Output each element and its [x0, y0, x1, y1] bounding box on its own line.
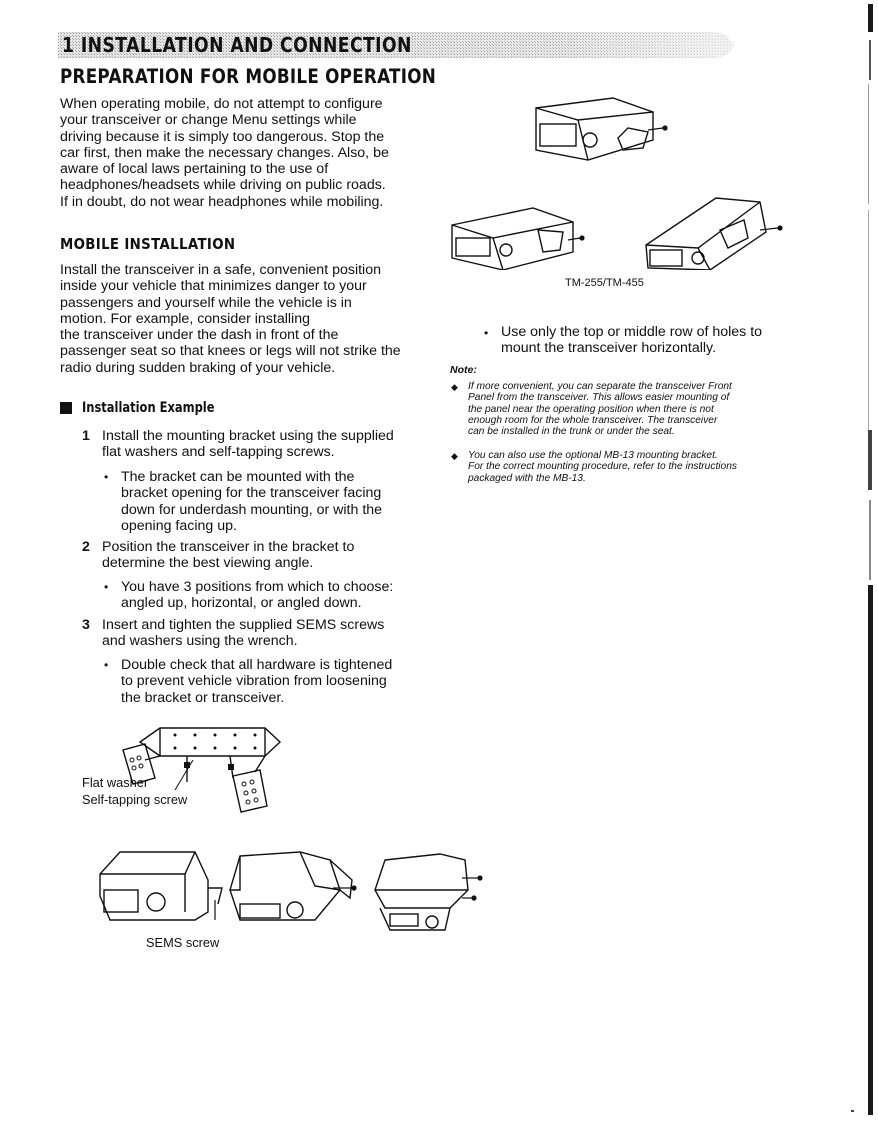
step-text	[102, 428, 422, 461]
step-sub-line: the bracket or transceiver.	[121, 689, 285, 706]
note-text	[468, 381, 798, 437]
step-text	[102, 617, 422, 650]
right-bullet-line: mount the transceiver horizontally.	[501, 340, 717, 357]
step-line: flat washers and self-tapping screws.	[102, 444, 335, 461]
page-edge-marks	[848, 0, 878, 1122]
self-tapping-screw-label: Self-tapping screw	[82, 792, 188, 807]
right-bullet-text	[501, 324, 801, 357]
mobile-line: the transceiver under the dash in front of the	[60, 327, 339, 344]
step-sub-line: down for underdash mounting, or with the	[121, 501, 383, 518]
step-sub-line: Double check that all hardware is tightened	[121, 657, 393, 673]
flat-washer-label: Flat washer	[82, 775, 149, 790]
intro-line: When operating mobile, do not attempt to configure	[60, 96, 383, 112]
bullet-dot-icon: •	[104, 470, 109, 484]
mobile-line: passenger seat so that knees or legs will not strike the	[60, 343, 401, 360]
step-number: 3	[82, 617, 90, 633]
mounting-positions-illustration	[90, 840, 490, 945]
intro-line: aware of local laws pertaining to the use of	[60, 161, 329, 178]
intro-paragraph	[60, 96, 405, 210]
intro-line: headphones/headsets while driving on public roads.	[60, 177, 386, 194]
note-text	[468, 450, 798, 484]
note-line: You can also use the optional MB-13 mounting bracket.	[468, 450, 718, 461]
step-sub-line: to prevent vehicle vibration from loosening	[121, 673, 387, 690]
step-line: Position the transceiver in the bracket to	[102, 539, 355, 555]
step-number: 2	[82, 539, 90, 555]
step-sub-line: You have 3 positions from which to choose:	[121, 579, 394, 595]
mobile-line: inside your vehicle that minimizes danger to your	[60, 278, 367, 295]
intro-line: your transceiver or change Menu settings while	[60, 112, 357, 129]
note-line: Panel from the transceiver. This allows easier mounting of	[468, 392, 730, 404]
step-line: Insert and tighten the supplied SEMS screws	[102, 617, 385, 633]
note-line: packaged with the MB-13.	[468, 472, 586, 484]
step-text	[102, 539, 422, 572]
mobile-line: Install the transceiver in a safe, convenient position	[60, 262, 381, 278]
step-line: Install the mounting bracket using the supplied	[102, 428, 394, 444]
mounting-bracket-illustration	[115, 720, 290, 825]
mobile-line: motion. For example, consider installing	[60, 310, 310, 327]
square-bullet-icon	[60, 402, 72, 414]
note-line: the panel near the operating position when there is not	[468, 403, 714, 415]
mobile-line: passengers and yourself while the vehicle is in	[60, 294, 352, 311]
transceiver-angles-illustration	[448, 80, 796, 270]
right-bullet-line: Use only the top or middle row of holes to	[501, 324, 763, 340]
step-sub	[121, 579, 441, 612]
step-sub-line: bracket opening for the transceiver facing	[121, 485, 382, 502]
note-line: enough room for the whole transceiver. The transceiver	[468, 414, 718, 426]
step-sub	[121, 657, 421, 706]
note-line: can be installed in the trunk or under the seat.	[468, 426, 675, 438]
mobile-paragraph	[60, 262, 405, 376]
section-title: PREPARATION FOR MOBILE OPERATION	[60, 65, 437, 88]
intro-line: driving because it is simply too dangerous. Stop the	[60, 128, 385, 145]
step-sub-line: The bracket can be mounted with the	[121, 469, 355, 485]
step-number: 1	[82, 428, 90, 444]
note-line: If more convenient, you can separate the transceiver Front	[468, 381, 732, 392]
step-sub-line: opening facing up.	[121, 517, 237, 534]
sems-screw-label: SEMS screw	[146, 935, 220, 950]
bullet-dot-icon: •	[104, 580, 109, 594]
bullet-dot-icon: •	[484, 326, 489, 340]
model-caption: TM-255/TM-455	[565, 277, 644, 289]
step-sub	[121, 469, 421, 534]
note-line: For the correct mounting procedure, refer to the instructions	[468, 461, 737, 473]
bullet-dot-icon: •	[104, 658, 109, 672]
chapter-title: 1 INSTALLATION AND CONNECTION	[62, 33, 412, 57]
chapter-banner	[58, 30, 738, 60]
note-label: Note:	[450, 364, 477, 376]
mobile-installation-heading: MOBILE INSTALLATION	[60, 235, 236, 253]
installation-example-heading: Installation Example	[82, 400, 215, 416]
intro-line: car first, then make the necessary changes. Also, be	[60, 144, 389, 161]
step-sub-line: angled up, horizontal, or angled down.	[121, 595, 362, 612]
mobile-line: radio during sudden braking of your vehicle.	[60, 359, 336, 376]
diamond-bullet-icon: ◆	[451, 382, 458, 392]
step-line: determine the best viewing angle.	[102, 555, 314, 572]
diamond-bullet-icon: ◆	[451, 451, 458, 461]
step-line: and washers using the wrench.	[102, 633, 298, 650]
intro-line: If in doubt, do not wear headphones while mobiling.	[60, 193, 384, 210]
